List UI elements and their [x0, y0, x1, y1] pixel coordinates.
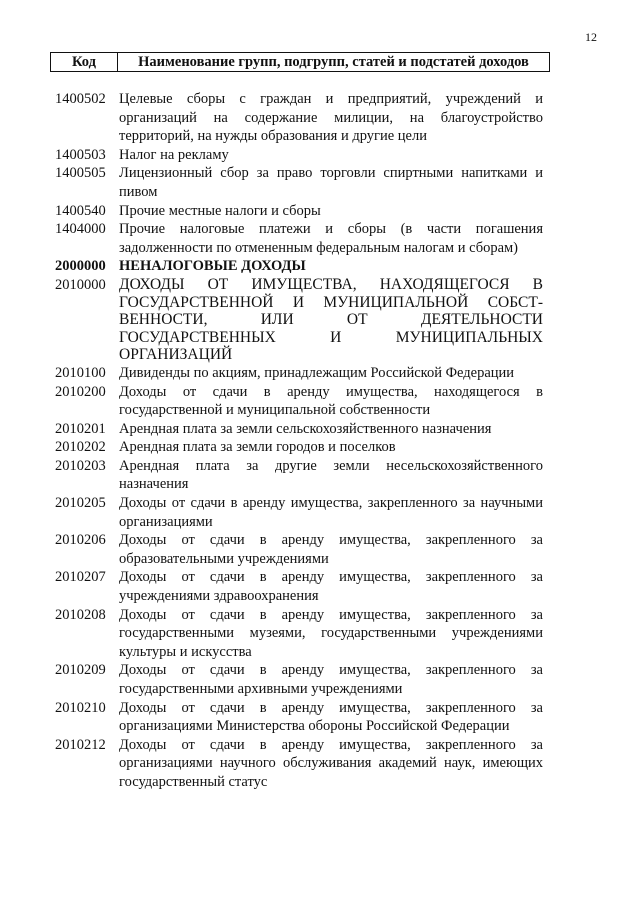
row-text: Прочие местные налоги и сборы [119, 202, 321, 219]
row-code: 2010201 [55, 420, 106, 437]
row-code: 2010200 [55, 383, 106, 400]
table-row [55, 457, 543, 494]
table-row [55, 736, 543, 792]
table-row [55, 90, 543, 146]
row-code: 2010207 [55, 569, 106, 586]
row-text: НЕНАЛОГОВЫЕ ДОХОДЫ [119, 258, 306, 275]
row-text: Доходы от сдачи в аренду имущества, закрепленного за образовательными учреждениями [119, 532, 543, 567]
row-text: Доходы от сдачи в аренду имущества, закрепленного за государственными музеями, государственными учреждениями культуры и искусства [119, 606, 543, 660]
row-code: 2010205 [55, 495, 106, 512]
row-text: Целевые сборы с граждан и предприятий, учреждений и организаций на содержание милиции, на благоустройство территорий, на нужды образования и другие цели [119, 91, 543, 145]
table-row [55, 146, 543, 165]
table-row [55, 661, 543, 698]
row-text: Доходы от сдачи в аренду имущества, закрепленного за научными организациями [119, 495, 543, 530]
row-code: 2010208 [55, 606, 106, 623]
row-code: 1400505 [55, 165, 106, 182]
page-number: 12 [585, 30, 597, 44]
row-text: Доходы от сдачи в аренду имущества, закрепленного за учреждениями здравоохранения [119, 569, 543, 605]
row-text: Доходы от сдачи в аренду имущества, находящегося в государственной и муниципальной собственности [119, 383, 543, 419]
row-text: Арендная плата за другие земли несельскохозяйственного назначения [119, 457, 543, 493]
table-row [55, 220, 543, 257]
row-code: 2010100 [55, 364, 106, 381]
table-row [55, 494, 543, 531]
row-code: 2010206 [55, 532, 106, 549]
row-text: Доходы от сдачи в аренду имущества, закрепленного за организациями научного обслуживания академий наук, имеющих государственный статус [119, 736, 543, 790]
table-row [55, 420, 543, 439]
table-row [55, 164, 543, 201]
row-text: Дивиденды по акциям, принадлежащим Российской Федерации [119, 364, 515, 381]
row-text: ДОХОДЫ ОТ ИМУЩЕСТВА, НАХОДЯЩЕГОСЯ В ГОСУДАРСТВЕННОЙ И МУНИЦИПАЛЬНОЙ СОБСТ-ВЕННОСТИ, ИЛИ ОТ ДЕЯТЕЛЬНОСТИ ГОСУДАРСТВЕННЫХ И МУНИЦИПАЛЬНЫХ ОРГАНИЗАЦИЙ [119, 275, 543, 364]
section-heading-row [55, 257, 543, 276]
row-text: Лицензионный сбор за право торговли спиртными напитками и пивом [119, 165, 543, 200]
income-codes-list [55, 90, 543, 792]
table-header [50, 52, 550, 72]
row-text: Налог на рекламу [119, 146, 229, 163]
row-text: Арендная плата за земли городов и поселков [119, 439, 396, 456]
header-code-label: Код [51, 53, 118, 71]
table-row [55, 202, 543, 221]
row-code: 1404000 [55, 221, 106, 238]
row-code: 1400503 [55, 146, 106, 163]
row-text: Арендная плата за земли сельскохозяйственного назначения [119, 420, 492, 437]
row-code: 2010202 [55, 439, 106, 456]
header-name-label: Наименование групп, подгрупп, статей и подстатей доходов [138, 54, 529, 70]
row-code: 2000000 [55, 258, 106, 275]
subsection-heading-row [55, 276, 543, 364]
table-row [55, 364, 543, 383]
table-row [55, 568, 543, 605]
row-code: 2010210 [55, 699, 106, 716]
row-text: Доходы от сдачи в аренду имущества, закрепленного за государственными архивными учреждениями [119, 662, 543, 697]
table-row [55, 383, 543, 420]
table-row [55, 699, 543, 736]
row-text: Доходы от сдачи в аренду имущества, закрепленного за организациями Министерства обороны Российской Федерации [119, 699, 543, 735]
row-code: 2010212 [55, 736, 106, 753]
table-row [55, 531, 543, 568]
row-code: 2010203 [55, 457, 106, 474]
row-code: 1400502 [55, 91, 106, 107]
table-row [55, 606, 543, 662]
row-text: Прочие налоговые платежи и сборы (в части погашения задолженности по отмененным федеральным налогам и сборам) [119, 221, 543, 256]
row-code: 2010000 [55, 276, 106, 293]
row-code: 1400540 [55, 202, 106, 219]
table-row [55, 438, 543, 457]
row-code: 2010209 [55, 662, 106, 679]
